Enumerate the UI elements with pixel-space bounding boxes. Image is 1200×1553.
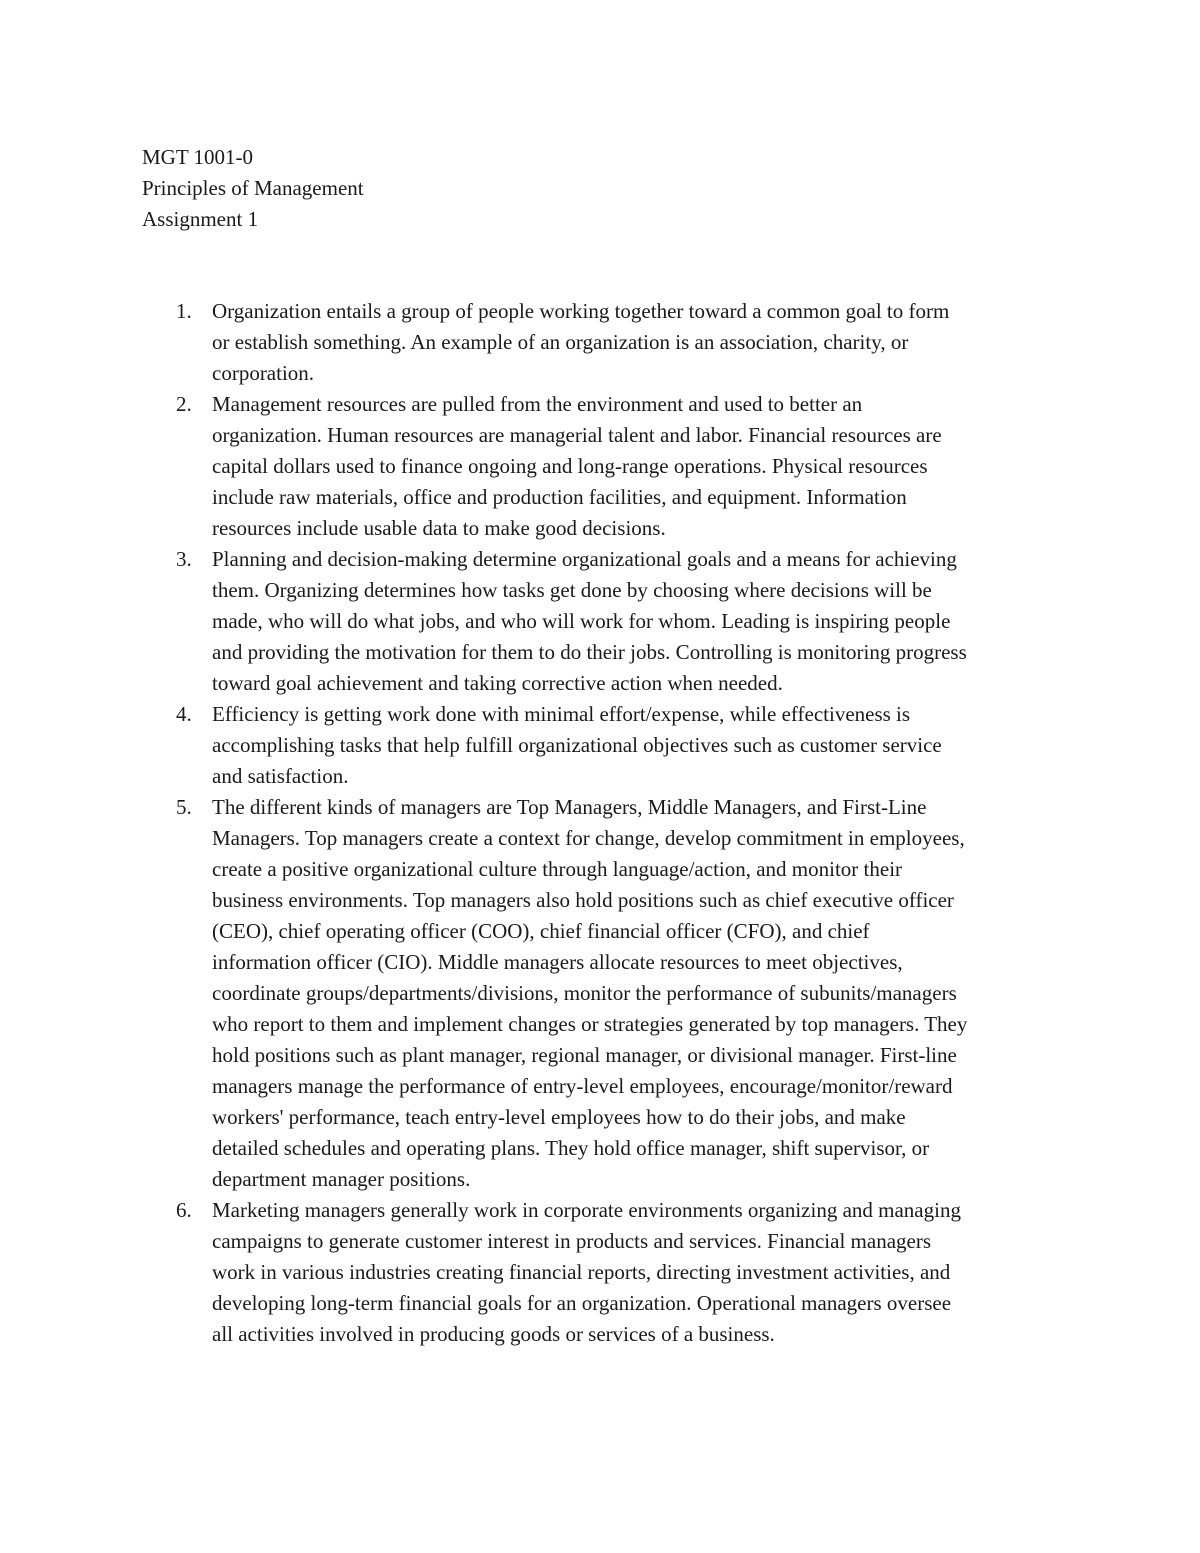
answer-number: 3.: [176, 547, 192, 571]
answer-text-line: developing long-term financial goals for an organization. Operational managers oversee: [212, 1291, 952, 1315]
answer-item-1: [142, 296, 1072, 389]
answer-text-line: workers' performance, teach entry-level employees how to do their jobs, and make: [212, 1105, 906, 1129]
answer-item-2: [142, 389, 1072, 544]
answer-number: 2.: [176, 392, 192, 416]
answer-text-line: capital dollars used to finance ongoing and long-range operations. Physical resources: [212, 454, 928, 478]
assignment-title: Assignment 1: [142, 207, 259, 231]
answer-text-line: information officer (CIO). Middle managers allocate resources to meet objectives,: [212, 950, 903, 974]
answer-list: [142, 296, 1072, 1350]
answer-text-line: Management resources are pulled from the environment and used to better an: [212, 392, 863, 416]
answer-text-line: resources include usable data to make good decisions.: [212, 516, 666, 540]
answer-text-line: detailed schedules and operating plans. They hold office manager, shift supervisor, or: [212, 1136, 930, 1160]
answer-number: 4.: [176, 702, 192, 726]
answer-text-line: them. Organizing determines how tasks get done by choosing where decisions will be: [212, 578, 932, 602]
answer-text-line: Planning and decision-making determine organizational goals and a means for achieving: [212, 547, 957, 571]
answer-item-3: [142, 544, 1072, 699]
document-header: [142, 142, 1042, 235]
course-code: MGT 1001-0: [142, 145, 254, 169]
answer-text-line: toward goal achievement and taking corrective action when needed.: [212, 671, 783, 695]
answer-text-line: who report to them and implement changes or strategies generated by top managers. They: [212, 1012, 968, 1036]
answer-number: 6.: [176, 1198, 192, 1222]
answer-text-line: or establish something. An example of an organization is an association, charity, or: [212, 330, 909, 354]
answer-number: 5.: [176, 795, 192, 819]
answer-text-line: create a positive organizational culture through language/action, and monitor their: [212, 857, 903, 881]
answer-text-line: and satisfaction.: [212, 764, 349, 788]
answer-text-line: hold positions such as plant manager, regional manager, or divisional manager. First-line: [212, 1043, 957, 1067]
answer-text-line: campaigns to generate customer interest in products and services. Financial managers: [212, 1229, 932, 1253]
answer-text-line: Organization entails a group of people working together toward a common goal to form: [212, 299, 950, 323]
course-title: Principles of Management: [142, 176, 364, 200]
answer-text-line: Managers. Top managers create a context for change, develop commitment in employees,: [212, 826, 965, 850]
answer-text-line: business environments. Top managers also hold positions such as chief executive officer: [212, 888, 954, 912]
answer-text-line: all activities involved in producing goods or services of a business.: [212, 1322, 775, 1346]
answer-item-6: [142, 1195, 1072, 1350]
answer-text-line: Marketing managers generally work in corporate environments organizing and managing: [212, 1198, 961, 1222]
answer-item-5: [142, 792, 1072, 1195]
answer-text-line: organization. Human resources are managerial talent and labor. Financial resources are: [212, 423, 942, 447]
answer-text-line: accomplishing tasks that help fulfill organizational objectives such as customer service: [212, 733, 942, 757]
answer-text-line: work in various industries creating financial reports, directing investment activities, and: [212, 1260, 951, 1284]
answer-text-line: corporation.: [212, 361, 315, 385]
answer-text-line: and providing the motivation for them to do their jobs. Controlling is monitoring progress: [212, 640, 967, 664]
answer-item-4: [142, 699, 1072, 792]
answer-text-line: (CEO), chief operating officer (COO), chief financial officer (CFO), and chief: [212, 919, 870, 943]
answer-text-line: include raw materials, office and production facilities, and equipment. Information: [212, 485, 907, 509]
answer-number: 1.: [176, 299, 192, 323]
answer-text-line: coordinate groups/departments/divisions, monitor the performance of subunits/managers: [212, 981, 957, 1005]
answer-text-line: department manager positions.: [212, 1167, 471, 1191]
answer-text-line: made, who will do what jobs, and who will work for whom. Leading is inspiring people: [212, 609, 951, 633]
answer-text-line: managers manage the performance of entry-level employees, encourage/monitor/reward: [212, 1074, 953, 1098]
answer-text-line: The different kinds of managers are Top Managers, Middle Managers, and First-Line: [212, 795, 927, 819]
answer-text-line: Efficiency is getting work done with minimal effort/expense, while effectiveness is: [212, 702, 911, 726]
